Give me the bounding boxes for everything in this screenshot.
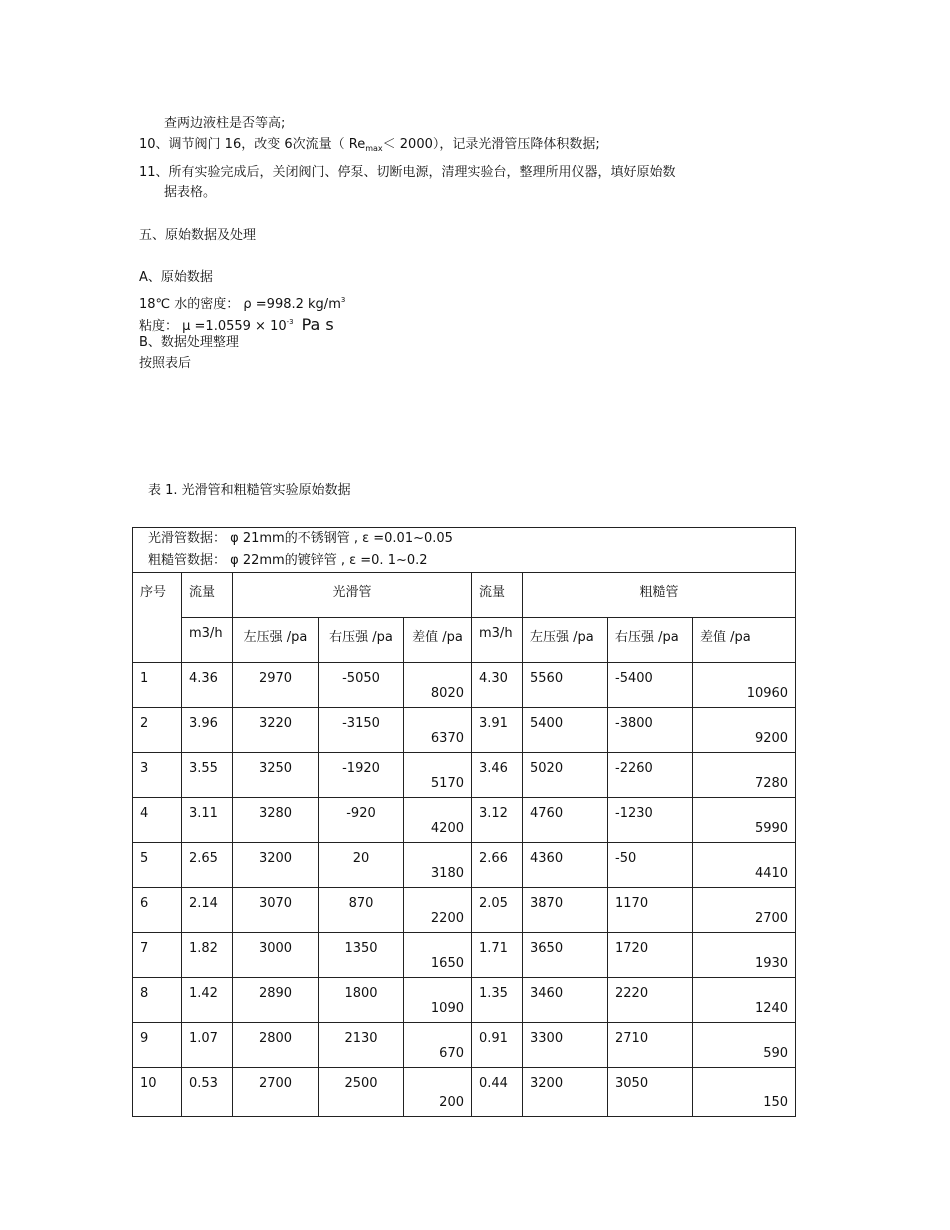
cell-seq: 1 bbox=[133, 663, 182, 708]
cell-left-pressure-rough: 4760 bbox=[523, 798, 608, 843]
data-table bbox=[132, 527, 796, 1117]
cell-flow-smooth: 1.82 bbox=[182, 933, 233, 978]
cell-right-pressure-smooth: 1350 bbox=[319, 933, 404, 978]
cell-flow-smooth: 2.65 bbox=[182, 843, 233, 888]
viscosity-line bbox=[139, 313, 334, 336]
cell-flow-rough: 4.30 bbox=[472, 663, 523, 708]
cell-flow-smooth: 3.55 bbox=[182, 753, 233, 798]
cell-right-pressure-rough: -50 bbox=[608, 843, 693, 888]
cell-left-pressure-smooth: 3200 bbox=[233, 843, 319, 888]
cell-diff-rough: 4410 bbox=[693, 843, 796, 888]
cell-left-pressure-smooth: 2800 bbox=[233, 1023, 319, 1068]
cell-left-pressure-smooth: 2700 bbox=[233, 1068, 319, 1117]
item-10-text: 10、调节阀门 16，改变 6次流量（ Re bbox=[139, 137, 366, 152]
rough-pipe-info: 粗糙管数据： φ 22mm的镀锌管 , ε =0. 1~0.2 bbox=[148, 553, 428, 568]
cell-left-pressure-rough: 4360 bbox=[523, 843, 608, 888]
cell-diff-rough: 7280 bbox=[693, 753, 796, 798]
table-row bbox=[133, 843, 796, 888]
cell-seq: 8 bbox=[133, 978, 182, 1023]
cell-right-pressure-smooth: 20 bbox=[319, 843, 404, 888]
cell-diff-rough: 2700 bbox=[693, 888, 796, 933]
cell-flow-rough: 2.66 bbox=[472, 843, 523, 888]
cell-diff-smooth: 6370 bbox=[404, 708, 472, 753]
header-left-pressure-rough: 左压强 /pa bbox=[523, 618, 608, 663]
cell-flow-rough: 1.35 bbox=[472, 978, 523, 1023]
cell-flow-rough: 3.91 bbox=[472, 708, 523, 753]
cell-right-pressure-rough: 1170 bbox=[608, 888, 693, 933]
table-row bbox=[133, 933, 796, 978]
table-row bbox=[133, 1068, 796, 1117]
cell-right-pressure-rough: 2710 bbox=[608, 1023, 693, 1068]
cell-diff-rough: 150 bbox=[693, 1068, 796, 1117]
cell-flow-smooth: 3.11 bbox=[182, 798, 233, 843]
cell-left-pressure-rough: 5400 bbox=[523, 708, 608, 753]
cell-right-pressure-rough: 3050 bbox=[608, 1068, 693, 1117]
cell-right-pressure-rough: 2220 bbox=[608, 978, 693, 1023]
cell-diff-smooth: 3180 bbox=[404, 843, 472, 888]
text-line-1: 查两边液柱是否等高; bbox=[164, 116, 286, 131]
pipe-info-cell bbox=[133, 528, 796, 573]
cell-seq: 4 bbox=[133, 798, 182, 843]
cell-flow-smooth: 1.07 bbox=[182, 1023, 233, 1068]
cell-diff-smooth: 1090 bbox=[404, 978, 472, 1023]
cell-seq: 5 bbox=[133, 843, 182, 888]
cell-diff-smooth: 2200 bbox=[404, 888, 472, 933]
cell-diff-smooth: 1650 bbox=[404, 933, 472, 978]
cell-left-pressure-rough: 3650 bbox=[523, 933, 608, 978]
cell-seq: 6 bbox=[133, 888, 182, 933]
cell-diff-smooth: 200 bbox=[404, 1068, 472, 1117]
density-exponent: 3 bbox=[340, 296, 346, 304]
cell-right-pressure-smooth: 2500 bbox=[319, 1068, 404, 1117]
cell-flow-smooth: 1.42 bbox=[182, 978, 233, 1023]
table-row bbox=[133, 708, 796, 753]
table-row bbox=[133, 888, 796, 933]
cell-left-pressure-smooth: 2890 bbox=[233, 978, 319, 1023]
cell-left-pressure-smooth: 3280 bbox=[233, 798, 319, 843]
header-flow-smooth: 流量 bbox=[182, 573, 233, 618]
cell-right-pressure-smooth: -920 bbox=[319, 798, 404, 843]
cell-seq: 9 bbox=[133, 1023, 182, 1068]
cell-diff-rough: 1240 bbox=[693, 978, 796, 1023]
cell-flow-rough: 1.71 bbox=[472, 933, 523, 978]
cell-right-pressure-rough: -1230 bbox=[608, 798, 693, 843]
item-11-line-2: 据表格。 bbox=[164, 185, 217, 200]
part-b-heading: B、数据处理整理 bbox=[139, 335, 239, 350]
see-after-text: 按照表后 bbox=[139, 356, 192, 371]
header-flow-rough: 流量 bbox=[472, 573, 523, 618]
cell-seq: 7 bbox=[133, 933, 182, 978]
cell-seq: 2 bbox=[133, 708, 182, 753]
cell-right-pressure-rough: -3800 bbox=[608, 708, 693, 753]
header-diff-smooth: 差值 /pa bbox=[404, 618, 472, 663]
cell-diff-smooth: 670 bbox=[404, 1023, 472, 1068]
water-density-line bbox=[139, 291, 345, 314]
header-unit-rough: m3/h bbox=[472, 618, 523, 663]
cell-left-pressure-smooth: 3220 bbox=[233, 708, 319, 753]
cell-right-pressure-smooth: 2130 bbox=[319, 1023, 404, 1068]
cell-left-pressure-rough: 3870 bbox=[523, 888, 608, 933]
header-right-pressure-rough: 右压强 /pa bbox=[608, 618, 693, 663]
cell-flow-smooth: 3.96 bbox=[182, 708, 233, 753]
item-11-line-1: 11、所有实验完成后，关闭阀门、停泵、切断电源，清理实验台，整理所用仪器，填好原始数 bbox=[139, 165, 676, 180]
table-caption: 表 1. 光滑管和粗糙管实验原始数据 bbox=[148, 483, 351, 498]
table-row bbox=[133, 798, 796, 843]
table-row bbox=[133, 753, 796, 798]
cell-left-pressure-smooth: 3000 bbox=[233, 933, 319, 978]
header-unit-smooth: m3/h bbox=[182, 618, 233, 663]
cell-diff-smooth: 8020 bbox=[404, 663, 472, 708]
viscosity-exponent: -3 bbox=[286, 318, 294, 326]
cell-left-pressure-rough: 3300 bbox=[523, 1023, 608, 1068]
cell-flow-rough: 3.12 bbox=[472, 798, 523, 843]
viscosity-text: 粘度： μ =1.0559 × 10 bbox=[139, 319, 287, 334]
cell-diff-rough: 590 bbox=[693, 1023, 796, 1068]
cell-seq: 3 bbox=[133, 753, 182, 798]
part-a-heading: A、原始数据 bbox=[139, 270, 213, 285]
cell-right-pressure-rough: -2260 bbox=[608, 753, 693, 798]
section-5-heading: 五、原始数据及处理 bbox=[139, 228, 257, 243]
viscosity-unit: Pa s bbox=[301, 315, 334, 334]
cell-diff-smooth: 5170 bbox=[404, 753, 472, 798]
cell-seq: 10 bbox=[133, 1068, 182, 1117]
header-smooth-pipe: 光滑管 bbox=[233, 573, 472, 618]
cell-flow-smooth: 4.36 bbox=[182, 663, 233, 708]
cell-flow-rough: 0.44 bbox=[472, 1068, 523, 1117]
cell-right-pressure-smooth: -5050 bbox=[319, 663, 404, 708]
cell-diff-rough: 9200 bbox=[693, 708, 796, 753]
table-row bbox=[133, 663, 796, 708]
item-10 bbox=[139, 136, 600, 158]
cell-left-pressure-smooth: 3070 bbox=[233, 888, 319, 933]
item-10-subscript: max bbox=[365, 144, 383, 153]
cell-diff-rough: 10960 bbox=[693, 663, 796, 708]
header-rough-pipe: 粗糙管 bbox=[523, 573, 796, 618]
cell-right-pressure-rough: 1720 bbox=[608, 933, 693, 978]
cell-diff-rough: 1930 bbox=[693, 933, 796, 978]
table-row bbox=[133, 978, 796, 1023]
cell-flow-rough: 2.05 bbox=[472, 888, 523, 933]
cell-left-pressure-rough: 5020 bbox=[523, 753, 608, 798]
item-10-text-tail: ＜ 2000），记录光滑管压降体积数据; bbox=[382, 137, 600, 152]
cell-right-pressure-smooth: -3150 bbox=[319, 708, 404, 753]
cell-diff-rough: 5990 bbox=[693, 798, 796, 843]
cell-right-pressure-smooth: -1920 bbox=[319, 753, 404, 798]
header-seq: 序号 bbox=[133, 573, 182, 663]
header-right-pressure-smooth: 右压强 /pa bbox=[319, 618, 404, 663]
cell-flow-rough: 0.91 bbox=[472, 1023, 523, 1068]
cell-left-pressure-rough: 5560 bbox=[523, 663, 608, 708]
header-left-pressure-smooth: 左压强 /pa bbox=[233, 618, 319, 663]
cell-left-pressure-smooth: 2970 bbox=[233, 663, 319, 708]
cell-left-pressure-rough: 3460 bbox=[523, 978, 608, 1023]
cell-flow-smooth: 0.53 bbox=[182, 1068, 233, 1117]
cell-diff-smooth: 4200 bbox=[404, 798, 472, 843]
cell-flow-smooth: 2.14 bbox=[182, 888, 233, 933]
cell-left-pressure-smooth: 3250 bbox=[233, 753, 319, 798]
table-row bbox=[133, 1023, 796, 1068]
cell-right-pressure-smooth: 1800 bbox=[319, 978, 404, 1023]
header-diff-rough: 差值 /pa bbox=[693, 618, 796, 663]
smooth-pipe-info: 光滑管数据： φ 21mm的不锈钢管 , ε =0.01~0.05 bbox=[148, 531, 453, 546]
density-text: 18℃ 水的密度： ρ =998.2 kg/m bbox=[139, 297, 341, 312]
cell-flow-rough: 3.46 bbox=[472, 753, 523, 798]
cell-right-pressure-rough: -5400 bbox=[608, 663, 693, 708]
cell-right-pressure-smooth: 870 bbox=[319, 888, 404, 933]
cell-left-pressure-rough: 3200 bbox=[523, 1068, 608, 1117]
